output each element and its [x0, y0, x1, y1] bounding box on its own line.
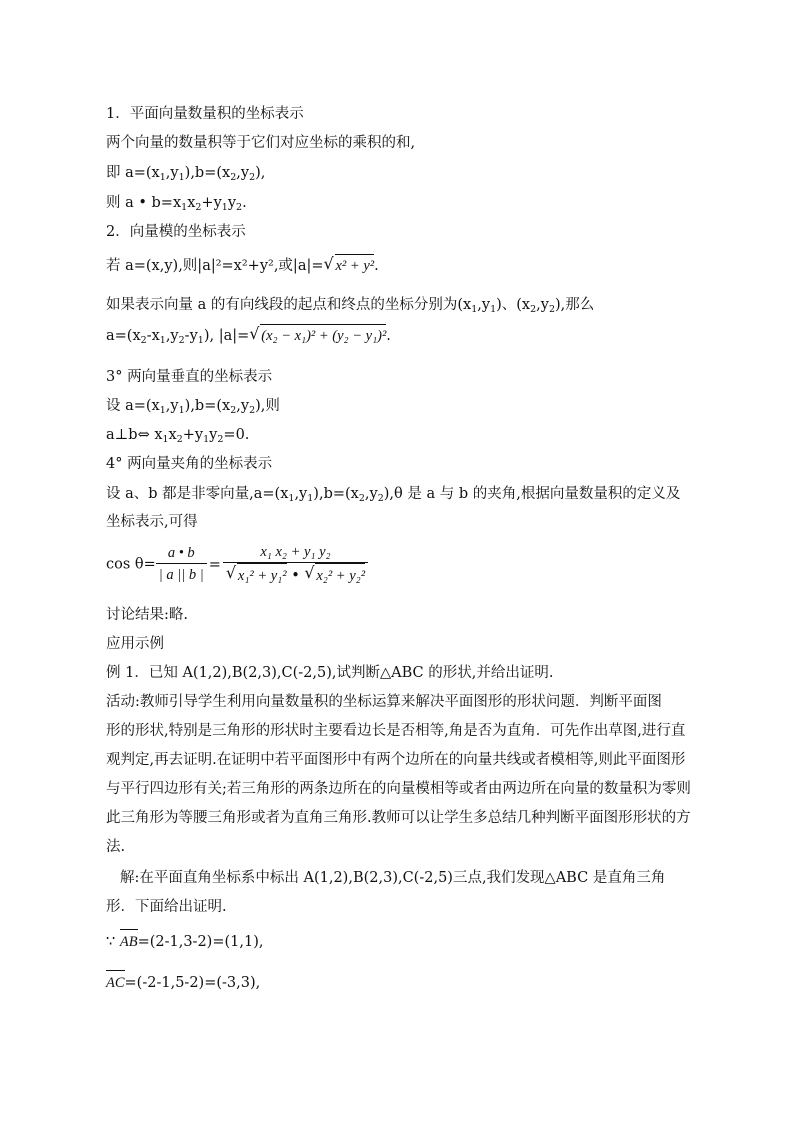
text-line: 与平行四边形有关;若三角形的两条边所在的向量模相等或者由两边所在向量的数量积为零则 [106, 781, 691, 797]
formula-vector-from-points: $a=(x_2-x_1,y_2-y_1)$, |a|= √ (x₂ − x₁)² + (y₂ − y₁)². [106, 324, 391, 346]
text-line: 观判定,再去证明.在证明中若平面图形中有两个边所在的向量共线或者模相等,则此平面图形 [106, 752, 686, 768]
heading-angle: 4° 两向量夹角的坐标表示 [106, 456, 273, 472]
formula-perpendicular: a⊥b⇔ $x_1x_2+y_1y_2=0$. [106, 427, 250, 445]
text-line: 活动:教师引导学生利用向量数量积的坐标运算来解决平面图形的形状问题．判断平面图 [106, 694, 662, 710]
formula-vector-ab: ∵ AB=(2-1,3-2)=(1,1), [106, 932, 263, 952]
text-line: 法. [106, 839, 126, 855]
text-line: 讨论结果:略. [106, 607, 188, 623]
text-line: 设 a、b 都是非零向量$,a=(x_1,y_1),b=(x_2,y_2),\theta$ 是 a 与 b 的夹角,根据向量数量积的定义及 [106, 486, 681, 504]
vector-ab: AB [120, 932, 138, 952]
solution-line: 解:在平面直角坐标系中标出 A(1,2),B(2,3),C(-2,5)三点,我们发现△ABC 是直角三角 [120, 870, 666, 886]
text-line: 如果表示向量 a 的有向线段的起点和终点的坐标分别为$(x_1,y_1)$、$(x_2,y_2)$,那么 [106, 297, 595, 315]
heading-perpendicular: 3° 两向量垂直的坐标表示 [106, 369, 273, 385]
formula-vector-defs: 设 $a=(x_1,y_1),b=(x_2,y_2)$,则 [106, 398, 280, 416]
formula-cos-theta: cos θ= $\frac{a • b}{| a || b |}$ = x₁ x₂ + y₁ y₂ √ x₁² + y₁² • √ x₂² + y₂² [106, 542, 368, 587]
heading-examples: 应用示例 [106, 636, 164, 652]
heading-magnitude-coordinates: 2．向量模的坐标表示 [106, 224, 246, 240]
formula-dot-product: 则 a • $b=x_1x_2+y_1y_2$. [106, 195, 247, 213]
formula-vector-ac: AC=(-2-1,5-2)=(-3,3), [106, 973, 260, 993]
formula-vector-defs: 即 $a=(x_1,y_1),b=(x_2,y_2)$, [106, 165, 266, 183]
heading-dot-product-coordinates: 1．平面向量数量积的坐标表示 [106, 106, 304, 122]
text-line: 两个向量的数量积等于它们对应坐标的乘积的和, [106, 135, 416, 151]
text-line: 此三角形为等腰三角形或者为直角三角形.教师可以让学生多总结几种判断平面图形形状的方 [106, 810, 691, 826]
text-line: 形．下面给出证明. [106, 899, 227, 915]
sqrt-distance: √ (x₂ − x₁)² + (y₂ − y₁)² [249, 324, 387, 344]
vector-ac: AC [106, 973, 125, 993]
formula-magnitude: 若 a=(x,y),则|a|²=x²+y²,或|a|= √ x² + y². [106, 254, 379, 274]
text-line: 形的形状,特别是三角形的形状时主要看边长是否相等,角是否为直角．可先作出草图,进行直 [106, 723, 686, 739]
text-line: 坐标表示,可得 [106, 514, 198, 530]
fraction-coordinates: x₁ x₂ + y₁ y₂ √ x₁² + y₁² • √ x₂² + y₂² [223, 542, 368, 587]
fraction-ab-over-norms: $\frac{a • b}{| a || b |}$ [156, 543, 207, 586]
sqrt-x2-y2: √ x² + y² [323, 254, 375, 274]
example-1: 例 1．已知 A(1,2),B(2,3),C(-2,5),试判断△ABC 的形状,并给出证明. [106, 665, 554, 681]
